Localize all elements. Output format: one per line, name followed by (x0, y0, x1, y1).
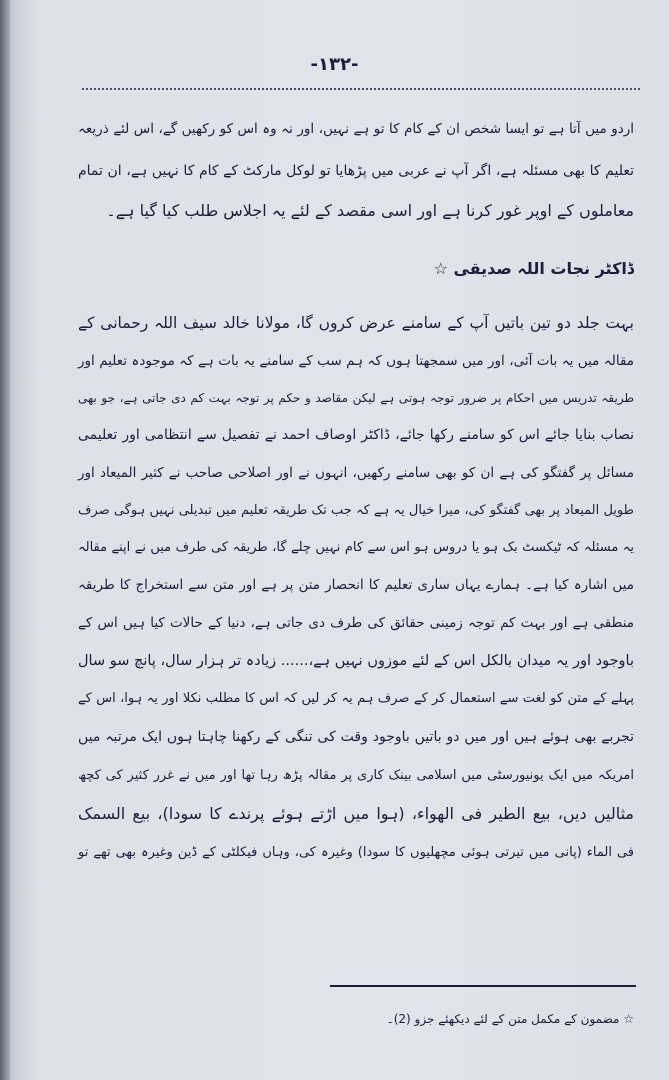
text-line: تعلیم کا بھی مسئلہ ہے، اگر آپ نے عربی میں پڑھایا تو لوکل مارکٹ کے کام کا نہیں ہے، ان تمام (78, 163, 634, 179)
text-line: باوجود اور یہ میدان بالکل اس کے لئے موزوں نہیں ہے،...... زیادہ تر ہزار سال، پانچ سو سال (78, 653, 634, 669)
book-spine-shadow (0, 0, 10, 1080)
text-line: امریکہ میں ایک یونیورسٹی میں اسلامی بینک کاری پر مقالہ پڑھ رہا تھا اور میں نے غرر کثیر کی کچھ (78, 768, 634, 783)
text-line: فی الماء (پانی میں تیرتی ہوئی مچھلیوں کا سودا) وغیرہ کی، وہاں فیکلٹی کے ڈین وغیرہ بھی تھے تو (78, 845, 634, 860)
text-line: طویل المیعاد پر بھی گفتگو کی، میرا خیال یہ ہے کہ جب تک طریقہ تعلیم میں تبدیلی نہیں ہوگی صرف (78, 503, 634, 518)
text-line: مقالہ میں یہ بات آئی، اور میں سمجھتا ہوں کہ ہم سب کے سامنے یہ بات ہے کہ موجودہ تعلیم اور (78, 353, 634, 369)
text-line: مسائل پر گفتگو کی ہے ان کو بھی سامنے رکھیں، انہوں نے اور اصلاحی صاحب نے کثیر المیعاد اور (78, 465, 634, 481)
text-line: پہلے کے متن کو لغت سے استعمال کر کے صرف ہم یہ کر لیں کہ اس کا مطلب نکلا اور یہ ہوا، اس کے (78, 691, 634, 706)
text-line: یہ مسئلہ کہ ٹیکسٹ بک ہو یا دروس ہو اس سے کام نہیں چلے گا، طریقہ کی طرف میں نے اپنے مقالہ (78, 540, 634, 555)
page-number: -۱۳۲- (310, 54, 359, 75)
text-line: نصاب بنایا جائے اس کو سامنے رکھا جائے، ڈاکٹر اوصاف احمد نے تفصیل سے انتظامی اور تعلیمی (78, 427, 634, 443)
text-line: بہت جلد دو تین باتیں آپ کے سامنے عرض کروں گا، مولانا خالد سیف اللہ رحمانی کے (78, 314, 634, 332)
text-line: تجربے بھی ہوئے ہیں اور میں دو باتیں باوجود وقت کی تنگی کے رکھنا چاہتا ہوں ایک مرتبہ میں (78, 729, 634, 745)
text-line: منطقی ہے اور بہت کم توجہ زمینی حقائق کی طرف دی جاتی ہے، دنیا کے حالات کیا ہیں اس کے (78, 615, 634, 631)
text-line: مثالیں دیں، بیع الطیر فی الھواء، (ہوا میں اڑتے ہوئے پرندے کا سودا)، بیع السمک (78, 804, 634, 823)
header-dotted-divider (82, 88, 640, 90)
footnote-divider (330, 985, 636, 987)
text-line: میں اشارہ کیا ہے۔ ہمارے یہاں ساری تعلیم کا انحصار متن پر ہے اور متن سے استخراج کا طریقہ (78, 577, 634, 593)
text-line: طریقہ تدریس میں احکام پر ضرور توجہ ہوتی ہے لیکن مقاصد و حکم پر توجہ بہت کم دی جاتی ہے، جو بھی (78, 391, 634, 405)
text-line: معاملوں کے اوپر غور کرنا ہے اور اسی مقصد کے لئے یہ اجلاس طلب کیا گیا ہے۔ (106, 201, 634, 220)
text-line: اردو میں آتا ہے تو ایسا شخص ان کے کام کا تو ہے نہیں، اور نہ وہ اس کو رکھیں گے، اس لئے ذریعہ (78, 121, 634, 137)
footnote: ☆ مضمون کے مکمل متن کے لئے دیکھئے جزو (2)۔ (386, 1012, 634, 1026)
speaker-heading: ڈاکٹر نجات اللہ صدیقی ☆ (433, 259, 634, 278)
